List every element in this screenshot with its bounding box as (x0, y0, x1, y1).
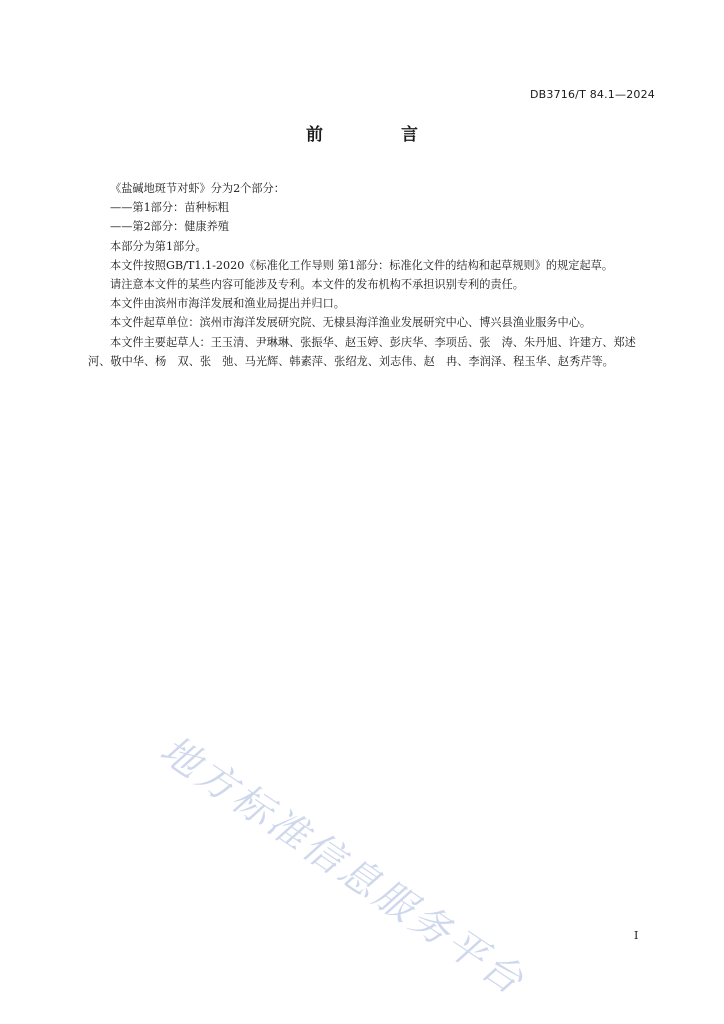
page-number: I (634, 929, 639, 942)
paragraph-drafting-units: 本文件起草单位：滨州市海洋发展研究院、无棣县海洋渔业发展研究中心、博兴县渔业服务中心。 (110, 316, 592, 330)
paragraph-proposer: 本文件由滨州市海洋发展和渔业局提出并归口。 (110, 297, 345, 311)
paragraph-parts-intro: 《盐碱地斑节对虾》分为2个部分： (110, 182, 285, 195)
paragraph-part-2: ——第2部分：健康养殖 (110, 220, 229, 234)
watermark: 地方标准信息服务平台 (151, 727, 534, 1006)
paragraph-this-part: 本部分为第1部分。 (110, 239, 207, 253)
page-title: 前 言 (306, 125, 454, 145)
paragraph-part-1: ——第1部分：苗种标粗 (110, 201, 229, 215)
foreword-body (88, 179, 658, 371)
paragraph-drafters: 本文件主要起草人：王玉清、尹琳琳、张振华、赵玉婷、彭庆华、李项岳、张 涛、朱丹旭、许建方、郑述河、敬中华、杨 双、张 弛、马光辉、韩素萍、张绍龙、刘志伟、赵 冉、李润泽、程玉华、赵秀芹等。 (88, 335, 636, 368)
paragraph-drafting-rules: 本文件按照GB/T1.1-2020《标准化工作导则 第1部分：标准化文件的结构和起草规则》的规定起草。 (110, 258, 614, 272)
document-code: DB3716/T 84.1—2024 (529, 88, 655, 101)
paragraph-patent-notice: 请注意本文件的某些内容可能涉及专利。本文件的发布机构不承担识别专利的责任。 (110, 278, 524, 292)
